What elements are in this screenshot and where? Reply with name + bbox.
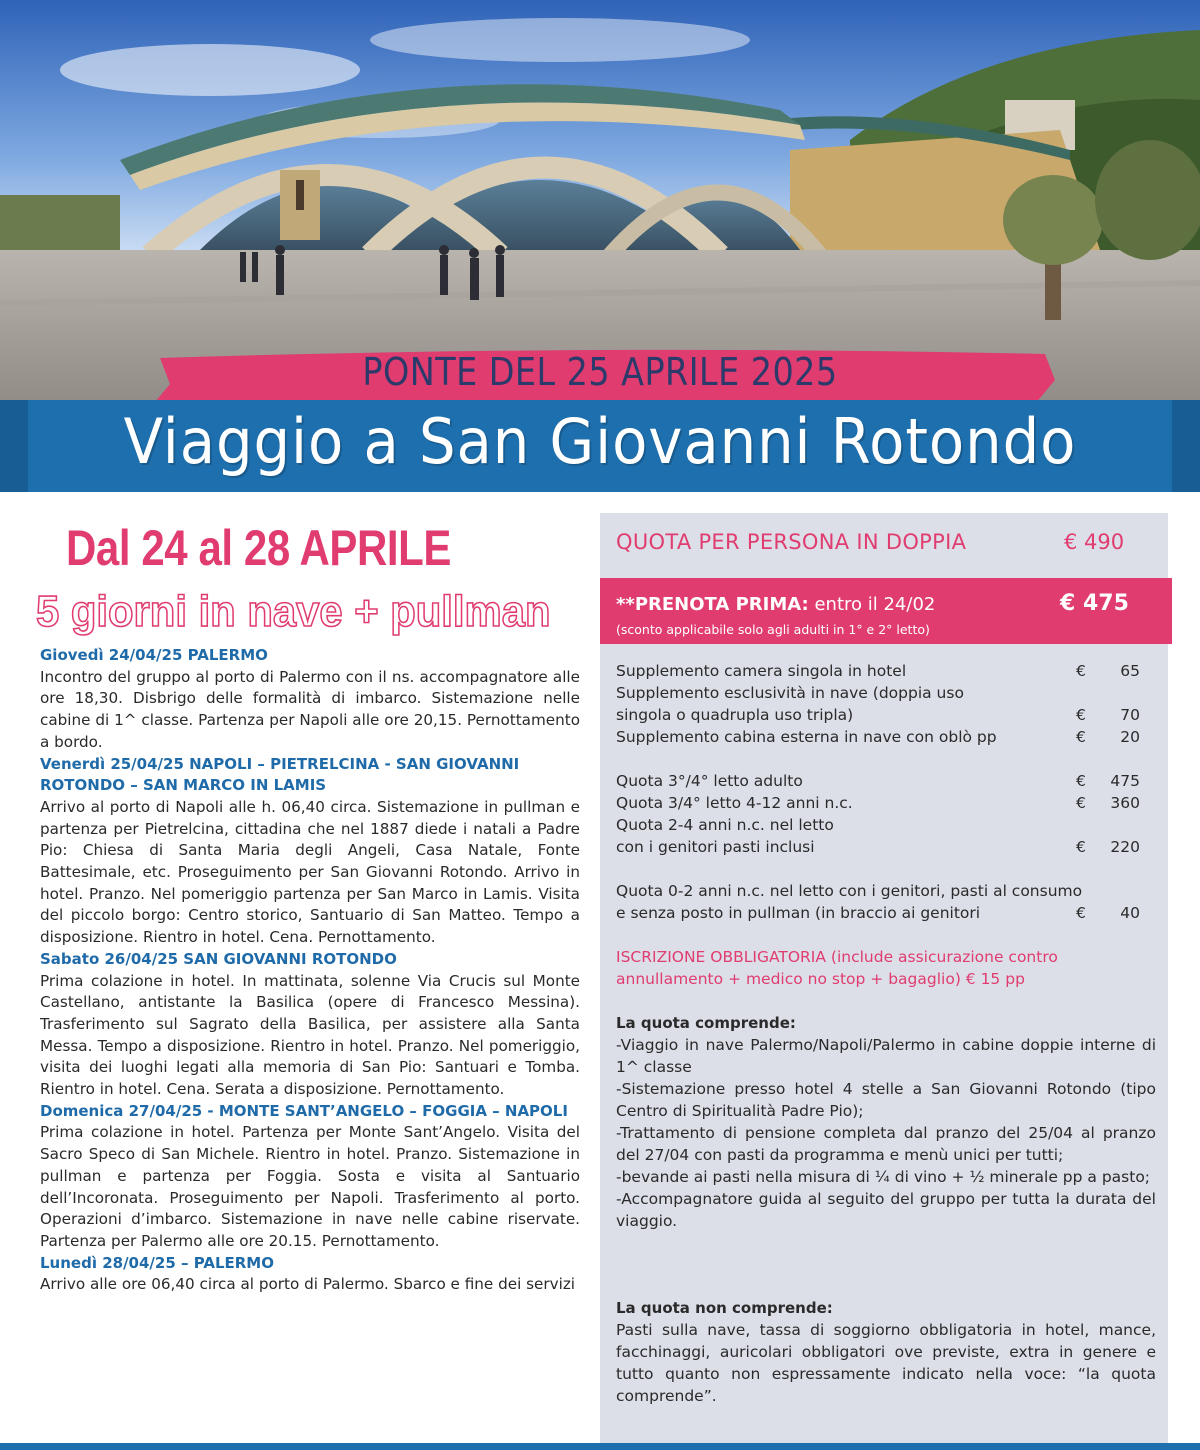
bottom-bar: [0, 1443, 1200, 1450]
price-label: Quota 3°/4° letto adulto: [616, 772, 803, 790]
price-row: [616, 704, 1146, 726]
day-title: Domenica 27/04/25 - MONTE SANT’ANGELO – FOGGIA – NAPOLI: [40, 1101, 568, 1120]
price-currency: €: [1076, 706, 1086, 724]
comprende-item: -Viaggio in nave Palermo/Napoli/Palermo in cabine doppie interne di 1^ classe: [616, 1036, 1156, 1076]
itinerary-list: [40, 645, 580, 1296]
day-title: Lunedì 28/04/25 – PALERMO: [40, 1253, 274, 1272]
day-text: Prima colazione in hotel. In mattinata, solenne Via Crucis sul Monte Castellano, antistante la Basilica (opere di Francesco Messina). Trasferimento sul Sagrato della Basilica, per assistere alla Santa Messa. Tempo a disposizione. Rientro in hotel. Pranzo. Nel pomeriggio, visita dei luoghi legati alla memoria di San Pio: Santuari e Tomba. Rientro in hotel. Cena. Serata a disposizione. Pernottamento.: [40, 971, 580, 1099]
price-label: Quota 0-2 anni n.c. nel letto con i genitori, pasti al consumo: [616, 882, 1083, 900]
price-row: [616, 660, 1146, 682]
comprende-item: -Accompagnatore guida al seguito del gruppo per tutta la durata del viaggio.: [616, 1190, 1156, 1230]
quota-comprende: [616, 1012, 1156, 1232]
price-row: [616, 902, 1146, 924]
day-text: Prima colazione in hotel. Partenza per Monte Sant’Angelo. Visita del Sacro Speco di San Michele. Rientro in hotel. Pranzo. Sistemazione in pullman e partenza per Foggia. Sosta e visita al Santuario dell’Incoronata. Proseguimento per Napoli. Trasferimento al porto. Operazioni d’imbarco. Sistemazione in nave nelle cabine riservate. Partenza per Palermo alle ore 20.15. Pernottamento.: [40, 1123, 580, 1250]
price-amount: 220: [1110, 838, 1140, 856]
prenota-prima-deadline: entro il 24/02: [808, 594, 936, 615]
price-label: con i genitori pasti inclusi: [616, 838, 815, 856]
comprende-item: -bevande ai pasti nella misura di ¼ di vino + ½ minerale pp a pasto;: [616, 1168, 1151, 1186]
price-row: [616, 682, 1146, 704]
price-row: [616, 880, 1146, 902]
comprende-title: La quota comprende:: [616, 1014, 796, 1032]
price-currency: €: [1076, 662, 1086, 680]
price-label: Supplemento camera singola in hotel: [616, 662, 907, 680]
iscrizione-obbligatoria: ISCRIZIONE OBBLIGATORIA (include assicurazione contro annullamento + medico no stop + bagaglio) € 15 pp: [616, 948, 1058, 988]
price-list: [616, 660, 1146, 924]
itinerary-day: [40, 1253, 580, 1296]
price-row: [616, 726, 1146, 748]
price-amount: 360: [1110, 794, 1140, 812]
non-comprende-title: La quota non comprende:: [616, 1299, 833, 1317]
dates-heading: Dal 24 al 28 APRILE: [66, 520, 451, 576]
itinerary-day: [40, 754, 580, 949]
travel-mode-heading: 5 giorni in nave + pullman: [36, 587, 551, 636]
price-row: [616, 770, 1146, 792]
comprende-item: -Trattamento di pensione completa dal pranzo del 25/04 al pranzo del 27/04 con pasti da programma e menù unici per tutti;: [616, 1124, 1156, 1164]
price-currency: €: [1076, 904, 1086, 922]
price-amount: 70: [1120, 706, 1140, 724]
day-text: Incontro del gruppo al porto di Palermo con il ns. accompagnatore alle ore 18,30. Disbrigo delle formalità di imbarco. Sistemazione nelle cabine di 1^ classe. Partenza per Napoli alle ore 20,15. Pernottamento a bordo.: [40, 667, 580, 751]
day-title: Sabato 26/04/25 SAN GIOVANNI ROTONDO: [40, 949, 397, 968]
price-amount: 20: [1120, 728, 1140, 746]
price-currency: €: [1076, 838, 1086, 856]
quota-non-comprende: [616, 1297, 1156, 1407]
price-label: singola o quadrupla uso tripla): [616, 706, 854, 724]
itinerary-day: [40, 949, 580, 1101]
day-title: Giovedì 24/04/25 PALERMO: [40, 646, 268, 664]
itinerary-day: [40, 1101, 580, 1253]
price-row: [616, 792, 1146, 814]
prenota-prima-price: € 475: [1060, 591, 1129, 616]
price-amount: 40: [1120, 904, 1140, 922]
quota-doppia-price: € 490: [1064, 530, 1125, 554]
comprende-item: -Sistemazione presso hotel 4 stelle a San Giovanni Rotondo (tipo Centro di Spiritualità Padre Pio);: [616, 1080, 1156, 1120]
trip-subtitle: PONTE DEL 25 APRILE 2025: [362, 350, 838, 394]
quota-doppia-label: QUOTA PER PERSONA IN DOPPIA: [616, 530, 967, 554]
day-title: Venerdì 25/04/25 NAPOLI – PIETRELCINA - SAN GIOVANNI ROTONDO – SAN MARCO IN LAMIS: [40, 754, 520, 795]
non-comprende-text: Pasti sulla nave, tassa di soggiorno obbligatoria in hotel, mance, facchinaggi, auricolari obbligatori ove previste, extra in genere e tutto quanto non espressamente indicato nella voce: “la quota comprende”.: [616, 1321, 1156, 1405]
price-label: Supplemento cabina esterna in nave con oblò pp: [616, 728, 997, 746]
price-amount: 475: [1110, 772, 1140, 790]
price-row: [616, 814, 1146, 836]
trip-title: Viaggio a San Giovanni Rotondo: [123, 405, 1077, 478]
day-text: Arrivo al porto di Napoli alle h. 06,40 circa. Sistemazione in pullman e partenza per Pietrelcina, cittadina che nel 1887 diede i natali a Padre Pio: Chiesa di Santa Maria degli Angeli, Casa Natale, Fonte Battesimale, etc. Proseguimento per San Giovanni Rotondo. Arrivo in hotel. Pranzo. Nel pomeriggio partenza per San Marco in Lamis. Visita del piccolo borgo: Centro storico, Santuario di San Matteo. Tempo a disposizione. Rientro in hotel. Cena. Pernottamento.: [40, 797, 580, 947]
prenota-prima-label: [616, 594, 935, 615]
price-currency: €: [1076, 728, 1086, 746]
itinerary-day: [40, 645, 580, 754]
price-label: Supplemento esclusività in nave (doppia uso: [616, 684, 964, 702]
price-label: e senza posto in pullman (in braccio ai genitori: [616, 904, 981, 922]
price-currency: €: [1076, 772, 1086, 790]
price-amount: 65: [1120, 662, 1140, 680]
price-currency: €: [1076, 794, 1086, 812]
prenota-prima-note: (sconto applicabile solo agli adulti in 1° e 2° letto): [616, 622, 930, 637]
day-text: Arrivo alle ore 06,40 circa al porto di Palermo. Sbarco e fine dei servizi: [40, 1275, 576, 1294]
price-row: [616, 836, 1146, 858]
prenota-prima-title: **PRENOTA PRIMA:: [616, 594, 809, 615]
price-label: Quota 3/4° letto 4-12 anni n.c.: [616, 794, 853, 812]
price-label: Quota 2-4 anni n.c. nel letto: [616, 816, 834, 834]
